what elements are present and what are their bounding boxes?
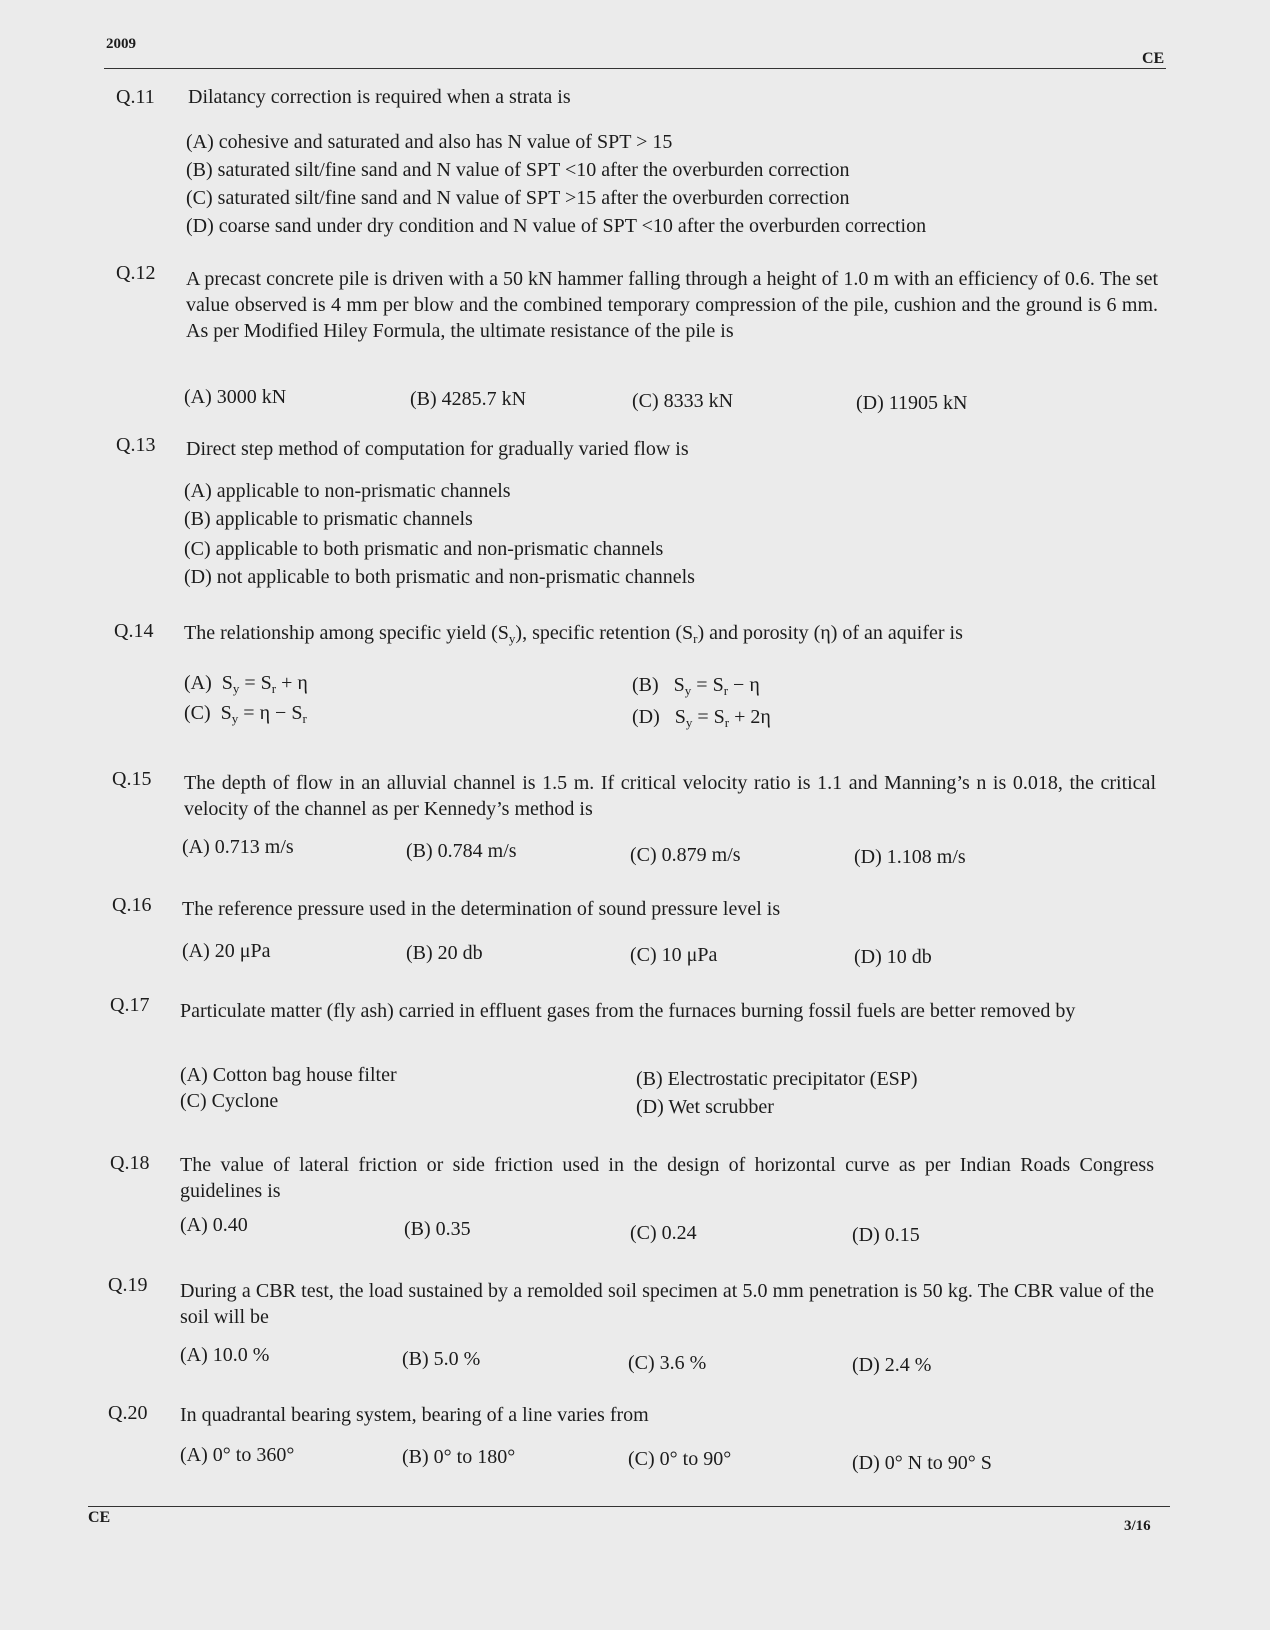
option-c: (C) applicable to both prismatic and non-prismatic channels: [184, 538, 664, 560]
option-d: (D) 0° N to 90° S: [852, 1452, 992, 1474]
option-b: (B) $S_y = S_r - \eta$: [632, 674, 760, 698]
question-number: Q.16: [112, 894, 152, 916]
question-text: A precast concrete pile is driven with a 50 kN hammer falling through a height of 1.0 m with an efficiency of 0.6. The set value observed is 4 mm per blow and the combined temporary compression of the pile, cushion and the ground is 6 mm. As per Modified Hiley Formula, the ultimate resistance of the pile is: [186, 268, 1158, 342]
option-d: (D) $S_y = S_r + 2\eta$: [632, 706, 771, 730]
option-c: (C) 3.6 %: [628, 1352, 707, 1374]
question-text: The relationship among specific yield $(S_y)$, specific retention $(S_r)$ and porosity (η) of an aquifer is: [184, 622, 963, 646]
option-b: (B) 4285.7 kN: [410, 388, 527, 410]
question-number: Q.13: [116, 434, 156, 456]
question-number: Q.17: [110, 994, 150, 1016]
option-b: (B) 20 db: [406, 942, 483, 964]
question-text: The reference pressure used in the determination of sound pressure level is: [182, 898, 781, 920]
option-a: (A) 20 μPa: [182, 940, 271, 962]
page-number: 3/16: [1124, 1518, 1151, 1534]
option-d: (D) 11905 kN: [856, 392, 968, 414]
option-c: (C) 10 μPa: [630, 944, 718, 966]
option-d: (D) coarse sand under dry condition and N value of SPT <10 after the overburden correction: [186, 215, 927, 237]
header-year: 2009: [106, 36, 136, 52]
option-a: (A) 0.713 m/s: [182, 836, 294, 858]
option-d: (D) 1.108 m/s: [854, 846, 966, 868]
option-c: (C) 0.879 m/s: [630, 844, 741, 866]
option-d: (D) 0.15: [852, 1224, 920, 1246]
option-b: (B) 0° to 180°: [402, 1446, 516, 1468]
option-d: (D) 10 db: [854, 946, 932, 968]
option-c: (C) 8333 kN: [632, 390, 734, 412]
option-a: (A) Cotton bag house filter: [180, 1064, 397, 1086]
option-b: (B) 0.35: [404, 1218, 471, 1240]
option-d: (D) 2.4 %: [852, 1354, 932, 1376]
question-number: Q.18: [110, 1152, 150, 1174]
header-rule: [104, 68, 1166, 69]
option-a: (A) 10.0 %: [180, 1344, 270, 1366]
option-c: (C) 0° to 90°: [628, 1448, 732, 1470]
option-a: (A) applicable to non-prismatic channels: [184, 480, 511, 502]
option-a: (A) 3000 kN: [184, 386, 287, 408]
option-c: (C) Cyclone: [180, 1090, 279, 1112]
question-text: The value of lateral friction or side friction used in the design of horizontal curve as per Indian Roads Congress guidelines is: [180, 1154, 1154, 1202]
question-text: The depth of flow in an alluvial channel is 1.5 m. If critical velocity ratio is 1.1 and Manning’s n is 0.018, the critical velocity of the channel as per Kennedy’s method is: [184, 772, 1156, 820]
option-b: (B) saturated silt/fine sand and N value of SPT <10 after the overburden correction: [186, 159, 850, 181]
header-paper-code: CE: [1142, 50, 1165, 67]
option-c: (C) $S_y = \eta - S_r$: [184, 702, 307, 726]
option-b: (B) applicable to prismatic channels: [184, 508, 473, 530]
question-number: Q.11: [116, 86, 155, 108]
question-number: Q.19: [108, 1274, 148, 1296]
option-a: (A) cohesive and saturated and also has N value of SPT > 15: [186, 131, 673, 153]
option-a: (A) $S_y = S_r + \eta$: [184, 672, 308, 696]
footer-paper-code: CE: [88, 1509, 111, 1526]
option-d: (D) not applicable to both prismatic and non-prismatic channels: [184, 566, 695, 588]
question-number: Q.15: [112, 768, 152, 790]
option-d: (D) Wet scrubber: [636, 1096, 774, 1118]
question-text: Dilatancy correction is required when a strata is: [188, 86, 571, 108]
question-number: Q.12: [116, 262, 156, 284]
question-text: Particulate matter (fly ash) carried in effluent gases from the furnaces burning fossil fuels are better removed by: [180, 1000, 1076, 1022]
question-text: In quadrantal bearing system, bearing of a line varies from: [180, 1404, 649, 1426]
question-text: During a CBR test, the load sustained by a remolded soil specimen at 5.0 mm penetration is 50 kg. The CBR value of the soil will be: [180, 1280, 1154, 1328]
option-c: (C) 0.24: [630, 1222, 697, 1244]
option-a: (A) 0.40: [180, 1214, 248, 1236]
footer-rule: [88, 1506, 1170, 1507]
question-number: Q.14: [114, 620, 154, 642]
question-text: Direct step method of computation for gradually varied flow is: [186, 438, 689, 460]
option-b: (B) 0.784 m/s: [406, 840, 517, 862]
option-b: (B) 5.0 %: [402, 1348, 481, 1370]
option-b: (B) Electrostatic precipitator (ESP): [636, 1068, 918, 1090]
option-a: (A) 0° to 360°: [180, 1444, 295, 1466]
question-number: Q.20: [108, 1402, 148, 1424]
option-c: (C) saturated silt/fine sand and N value of SPT >15 after the overburden correction: [186, 187, 850, 209]
